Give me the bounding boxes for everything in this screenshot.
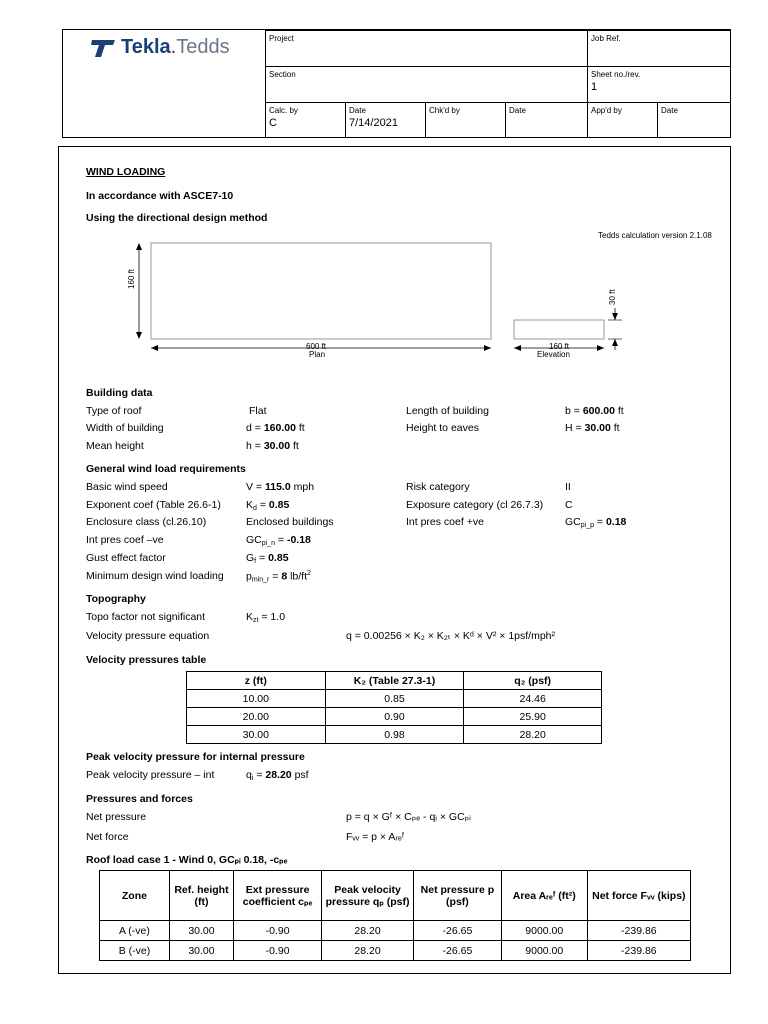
project-label: Project <box>269 34 294 43</box>
gcpip-value: $GC_{pi\_p} = 0.18$ <box>565 516 627 529</box>
date-value: 7/14/2021 <box>349 117 398 129</box>
plan-label: Plan <box>309 350 326 359</box>
net-pressure-eq: p = q × Gᶠ × Cₚₑ - qᵢ × GCₚᵢ <box>346 811 471 823</box>
project-cell <box>265 30 587 66</box>
doc-title: WIND LOADING <box>86 166 166 178</box>
elev-height-text: 30 ft <box>608 289 617 305</box>
exp-coef-label: Exponent coef (Table 26.6-1) <box>86 499 221 511</box>
roof-col-zone: Zone <box>100 871 170 921</box>
peak-label: Peak velocity pressure – int <box>86 769 215 781</box>
peak-heading: Peak velocity pressure for internal pressure <box>86 751 305 763</box>
roof-col-peak-pressure: Peak velocity pressure qₚ (psf) <box>322 871 414 921</box>
date2-label: Date <box>509 106 526 115</box>
qi-value: $q_i = 28.20$ psf <box>246 769 309 782</box>
table-cell: -26.65 <box>413 941 501 961</box>
table-cell: 9000.00 <box>501 921 587 941</box>
table-row <box>187 726 602 744</box>
section-cell <box>265 66 587 102</box>
enclosure-value: Enclosed buildings <box>246 516 334 528</box>
roof-load-table <box>99 870 691 961</box>
wind-speed-value: V = 115.0 mph <box>246 481 315 493</box>
risk-label: Risk category <box>406 481 470 493</box>
sheet-value: 1 <box>591 81 598 93</box>
table-cell: 30.00 <box>169 921 233 941</box>
building-heading: Building data <box>86 387 153 399</box>
roof-col-net-force: Net force Fᵥᵥ (kips) <box>587 871 690 921</box>
kzt-value: $K_{zt} = 1.0$ <box>246 611 286 624</box>
table-cell: 28.20 <box>464 726 602 744</box>
eaves-label: Height to eaves <box>406 422 479 434</box>
wind-speed-label: Basic wind speed <box>86 481 168 493</box>
table-cell: 0.90 <box>325 708 464 726</box>
plan-length-arrow-right <box>484 345 491 351</box>
chkd-by-label: Chk'd by <box>429 106 460 115</box>
exposure-label: Exposure category (cl 26.7.3) <box>406 499 544 511</box>
elev-height-arrow-top <box>612 313 618 320</box>
table-cell: 28.20 <box>322 941 414 961</box>
table-cell: -0.90 <box>234 921 322 941</box>
elevation-label: Elevation <box>537 350 570 359</box>
general-heading: General wind load requirements <box>86 463 246 475</box>
velocity-col-kz: K₂ (Table 27.3-1) <box>325 672 464 690</box>
table-cell: 30.00 <box>187 726 326 744</box>
net-force-eq: Fᵥᵥ = p × Aᵣₑᶠ <box>346 831 405 843</box>
plan-height-text: 160 ft <box>127 268 136 289</box>
date3-cell <box>657 102 731 138</box>
tekla-logo: Tekla.Tedds <box>91 36 230 59</box>
job-ref-cell <box>587 30 731 66</box>
chkd-by-cell <box>425 102 505 138</box>
mean-height-value: h = 30.00 ft <box>246 440 299 452</box>
plan-length-text: 600 ft <box>306 342 327 351</box>
velocity-table-header-row <box>187 672 602 690</box>
table-cell: 24.46 <box>464 690 602 708</box>
table-cell: 28.20 <box>322 921 414 941</box>
table-row <box>100 921 691 941</box>
roof-col-ref-height: Ref. height (ft) <box>169 871 233 921</box>
exposure-value: C <box>565 499 573 511</box>
date-cell <box>345 102 425 138</box>
vp-equation: q = 0.00256 × K₂ × K₂ₜ × Kᵈ × V² × 1psf/mph² <box>346 630 556 642</box>
date-label: Date <box>349 106 366 115</box>
calc-by-cell <box>265 102 345 138</box>
appd-by-label: App'd by <box>591 106 622 115</box>
logo-brand: Tekla <box>121 36 171 58</box>
table-cell: -26.65 <box>413 921 501 941</box>
width-label: Width of building <box>86 422 164 434</box>
table-row <box>100 941 691 961</box>
length-label: Length of building <box>406 405 489 417</box>
min-loading-label: Minimum design wind loading <box>86 570 224 582</box>
pmin-value: $p_{min\_r} = 8$ $lb/ft^2$ <box>246 570 311 584</box>
kd-value: $K_d = 0.85$ <box>246 499 290 512</box>
roof-table-header-row <box>100 871 691 921</box>
calc-by-value: C <box>269 117 277 129</box>
table-cell: 0.98 <box>325 726 464 744</box>
int-pos-label: Int pres coef +ve <box>406 516 484 528</box>
pressures-heading: Pressures and forces <box>86 793 193 805</box>
sheet-label: Sheet no./rev. <box>591 70 641 79</box>
table-cell: 0.85 <box>325 690 464 708</box>
elevation-rectangle <box>514 320 604 339</box>
roof-table-heading: Roof load case 1 - Wind 0, GCₚᵢ 0.18, -cₚₑ <box>86 854 288 866</box>
gf-value: $G_f = 0.85$ <box>246 552 289 565</box>
date2-cell <box>505 102 587 138</box>
sheet-cell <box>587 66 731 102</box>
gcpin-value: $GC_{pi\_n} = -0.18$ <box>246 534 311 547</box>
eaves-value: H = 30.00 ft <box>565 422 620 434</box>
table-cell: A (-ve) <box>100 921 170 941</box>
table-cell: 10.00 <box>187 690 326 708</box>
section-label: Section <box>269 70 296 79</box>
enclosure-label: Enclosure class (cl.26.10) <box>86 516 207 528</box>
length-value: b = 600.00 ft <box>565 405 624 417</box>
elev-width-arrow-right <box>597 345 604 351</box>
tekla-logo-icon <box>91 37 117 59</box>
elev-height-arrow-bottom <box>612 339 618 346</box>
table-cell: 30.00 <box>169 941 233 961</box>
roof-col-ext-coef: Ext pressure coefficient cₚₑ <box>234 871 322 921</box>
roof-col-area: Area Aᵣₑᶠ (ft²) <box>501 871 587 921</box>
doc-method: Using the directional design method <box>86 212 268 224</box>
table-row <box>187 708 602 726</box>
table-cell: -239.86 <box>587 941 690 961</box>
net-force-label: Net force <box>86 831 129 843</box>
risk-value: II <box>565 481 571 493</box>
table-cell: 25.90 <box>464 708 602 726</box>
int-neg-label: Int pres coef –ve <box>86 534 164 546</box>
velocity-col-qz: q₂ (psf) <box>464 672 602 690</box>
calc-by-label: Calc. by <box>269 106 298 115</box>
doc-standard: In accordance with ASCE7-10 <box>86 190 234 202</box>
doc-version: Tedds calculation version 2.1.08 <box>598 231 712 240</box>
table-cell: -0.90 <box>234 941 322 961</box>
appd-by-cell <box>587 102 657 138</box>
elev-width-text: 160 ft <box>549 342 570 351</box>
velocity-table-heading: Velocity pressures table <box>86 654 207 666</box>
roof-type-label: Type of roof <box>86 405 142 417</box>
table-row <box>187 690 602 708</box>
date3-label: Date <box>661 106 678 115</box>
elev-width-arrow-left <box>514 345 521 351</box>
velocity-col-z: z (ft) <box>187 672 326 690</box>
table-cell: B (-ve) <box>100 941 170 961</box>
roof-col-net-pressure: Net pressure p (psf) <box>413 871 501 921</box>
logo-product: Tedds <box>176 36 230 58</box>
plan-length-arrow-left <box>151 345 158 351</box>
plan-rectangle <box>151 243 491 339</box>
velocity-table <box>186 671 602 744</box>
table-cell: -239.86 <box>587 921 690 941</box>
job-ref-label: Job Ref. <box>591 34 621 43</box>
header-block <box>62 29 731 138</box>
plan-height-arrow-top <box>136 243 142 250</box>
roof-type-value: Flat <box>249 405 267 417</box>
topo-label: Topo factor not significant <box>86 611 206 623</box>
vp-eq-label: Velocity pressure equation <box>86 630 210 642</box>
plan-height-arrow-bottom <box>136 332 142 339</box>
mean-height-label: Mean height <box>86 440 144 452</box>
table-cell: 20.00 <box>187 708 326 726</box>
gust-label: Gust effect factor <box>86 552 166 564</box>
table-cell: 9000.00 <box>501 941 587 961</box>
net-pressure-label: Net pressure <box>86 811 147 823</box>
topography-heading: Topography <box>86 593 146 605</box>
width-value: d = 160.00 ft <box>246 422 305 434</box>
